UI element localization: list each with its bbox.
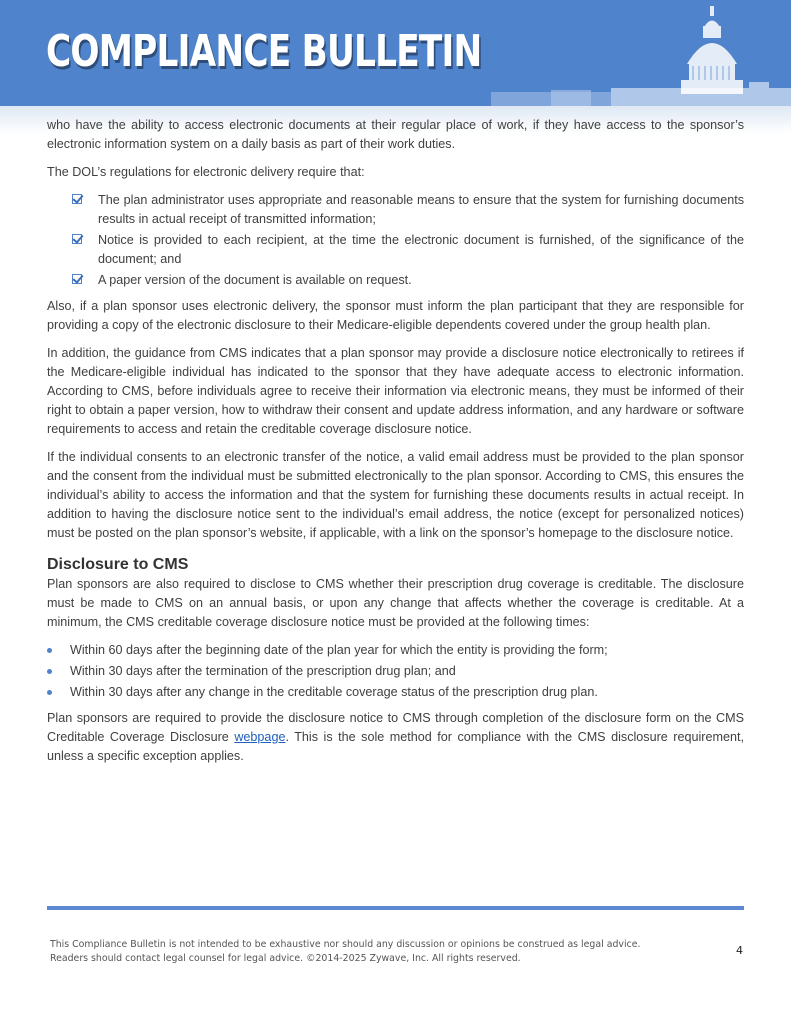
requirements-checklist	[47, 191, 744, 290]
list-item: Within 60 days after the beginning date of the plan year for which the entity is providing the form;	[47, 641, 744, 660]
checklist-item: A paper version of the document is available on request.	[47, 271, 744, 290]
paragraph: If the individual consents to an electronic transfer of the notice, a valid email address must be provided to the plan sponsor and the consent from the individual must be submitted electronically to the plan sponsor. According to CMS, this ensures the individual’s ability to access the information and that the system for furnishing these documents results in actual receipt. In addition to having the disclosure notice sent to the individual’s email address, the notice (except for personalized notices) must be posted on the plan sponsor’s website, if applicable, with a link on the sponsor’s homepage to the disclosure notice.	[47, 450, 744, 540]
bulletin-header	[0, 0, 791, 106]
paragraph: who have the ability to access electronic documents at their regular place of work, if they have access to the sponsor’s electronic information system on a daily basis as part of their work duties.	[47, 118, 744, 151]
bullet-icon	[47, 669, 52, 674]
bulletin-body	[47, 116, 744, 775]
checklist-item: Notice is provided to each recipient, at the time the electronic document is furnished, of the significance of the document; and	[47, 231, 744, 269]
checkbox-checked-icon	[72, 234, 82, 244]
paragraph: Plan sponsors are required to provide the disclosure notice to CMS through completion of the disclosure form on the CMS Creditable Coverage Disclosure webpage. This is the sole method for compliance with the CMS disclosure requirement, unless a specific exception applies.	[47, 711, 744, 763]
paragraph: Also, if a plan sponsor uses electronic delivery, the sponsor must inform the plan participant that they are responsible for providing a copy of the electronic disclosure to their Medicare-eligible dependents covered under the group health plan.	[47, 299, 744, 332]
paragraph: The DOL’s regulations for electronic delivery require that:	[47, 165, 365, 179]
bulletin-title: COMPLIANCE BULLETIN	[46, 26, 482, 77]
checklist-item: The plan administrator uses appropriate and reasonable means to ensure that the system for furnishing documents results in actual receipt of transmitted information;	[47, 191, 744, 229]
bullet-icon	[47, 648, 52, 653]
capitol-building-icon	[431, 0, 791, 106]
checkbox-checked-icon	[72, 194, 82, 204]
page-number: 4	[736, 944, 743, 957]
cms-disclosure-webpage-link[interactable]: webpage	[234, 730, 286, 744]
paragraph: Plan sponsors are also required to disclose to CMS whether their prescription drug coverage is creditable. The disclosure must be made to CMS on an annual basis, or upon any change that affects whether the coverage is creditable. At a minimum, the CMS creditable coverage disclosure notice must be provided at the following times:	[47, 577, 744, 629]
bullet-icon	[47, 690, 52, 695]
checkbox-checked-icon	[72, 274, 82, 284]
footer-disclaimer: This Compliance Bulletin is not intended to be exhaustive nor should any discussion or opinions be construed as legal advice. Readers should contact legal counsel for legal advice. ©2014-2025 Zywave, Inc. All rights reserved.	[50, 939, 641, 964]
section-heading: Disclosure to CMS	[47, 556, 189, 573]
list-item: Within 30 days after any change in the creditable coverage status of the prescription drug plan.	[47, 683, 744, 702]
timing-list	[47, 641, 744, 702]
list-item: Within 30 days after the termination of the prescription drug plan; and	[47, 662, 744, 681]
paragraph: In addition, the guidance from CMS indicates that a plan sponsor may provide a disclosure notice electronically to retirees if the Medicare-eligible individual has indicated to the sponsor that they have adequate access to electronic information. According to CMS, before individuals agree to receive their information via electronic means, they must be informed of their right to obtain a paper version, how to withdraw their consent and update address information, and any hardware or software requirements to access and retain the creditable coverage disclosure notice.	[47, 346, 744, 436]
footer-divider	[47, 906, 744, 910]
